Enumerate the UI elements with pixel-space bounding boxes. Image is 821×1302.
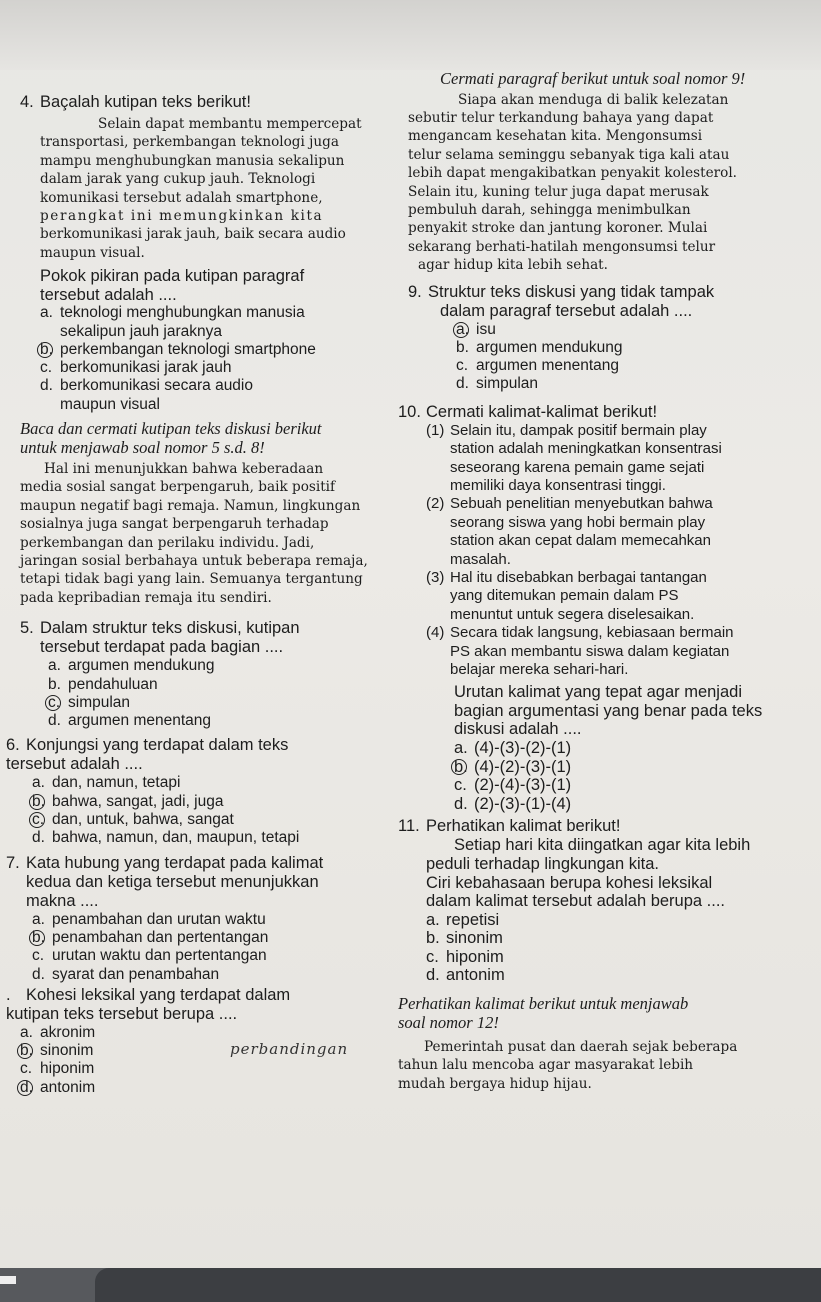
question-6 <box>6 736 396 774</box>
passage-line: Selain itu, kuning telur juga dapat merusak <box>408 183 709 200</box>
answer-circle-mark <box>29 930 45 946</box>
ask-line: dalam kalimat tersebut adalah berupa .... <box>426 892 726 911</box>
option-letter: c. <box>32 947 45 965</box>
ask-line: bagian argumentasi yang benar pada teks <box>454 701 763 720</box>
passage-line: agar hidup kita lebih sehat. <box>418 257 608 274</box>
option-letter: d. <box>426 966 440 985</box>
option-letter: c. <box>426 947 439 966</box>
stem-line: dalam paragraf tersebut adalah .... <box>440 301 693 320</box>
option-c[interactable] <box>454 776 798 795</box>
passage-line: tetapi tidak bagi yang lain. Semuanya tergantung <box>20 571 363 588</box>
ask-line: diskusi adalah .... <box>454 720 582 739</box>
option-text: antonim <box>40 1078 96 1096</box>
option-a[interactable] <box>426 911 798 930</box>
sentence-item: (4) Secara tidak langsung, kebiasaan bermain PS akan membantu siswa dalam kegiatan belajar mereka sehari-hari. <box>426 624 734 679</box>
option-text: berkomunikasi jarak jauh <box>60 359 232 377</box>
option-letter: a. <box>48 657 61 675</box>
passage-line: perangkat ini memungkinkan kita <box>40 208 324 225</box>
passage-line: perkembangan dan perilaku individu. Jadi, <box>20 534 315 551</box>
option-letter: a. <box>426 910 440 929</box>
passage-line: media sosial sangat berpengaruh, baik positif <box>20 479 336 496</box>
option-a[interactable] <box>32 911 396 929</box>
option-text: akronim <box>40 1023 96 1041</box>
option-text: argumen mendukung <box>476 338 623 356</box>
option-text: berkomunikasi secara audio maupun visual <box>60 377 253 413</box>
passage-line: transportasi, perkembangan teknologi juga <box>40 134 339 151</box>
options-q4 <box>20 304 396 414</box>
option-letter: b. <box>32 793 52 811</box>
option-letter: a. <box>32 910 45 928</box>
option-b[interactable] <box>32 929 396 947</box>
option-letter: a. <box>456 321 476 339</box>
answer-circle-mark <box>453 322 469 338</box>
option-letter: a. <box>32 774 45 792</box>
stem-line: tersebut adalah .... <box>6 755 143 774</box>
options-q8 <box>20 1024 396 1097</box>
option-text: teknologi menghubungkan manusia sekalipun jauh jaraknya <box>60 304 305 340</box>
options-q7 <box>20 911 396 984</box>
passage-line: maupun negatif bagi remaja. Namun, lingkungan <box>20 497 361 514</box>
option-letter: b. <box>20 1042 40 1060</box>
option-d[interactable] <box>426 966 798 985</box>
instruction-9: Cermati paragraf berikut untuk soal nomor 9! <box>440 69 746 88</box>
question-number: 7. <box>6 853 20 872</box>
option-letter: a. <box>40 304 53 322</box>
question-stem: Perhatikan kalimat berikut! <box>426 817 621 836</box>
right-column <box>398 70 798 1093</box>
stem-line: kedua dan ketiga tersebut menunjukkan <box>26 872 319 891</box>
left-column <box>6 93 396 1097</box>
option-letter: b. <box>426 929 440 948</box>
option-c[interactable] <box>32 811 396 829</box>
option-letter: a. <box>20 1023 33 1041</box>
option-letter: d. <box>32 829 45 847</box>
handwritten-note: perbandingan <box>230 1040 349 1058</box>
option-c[interactable] <box>48 694 396 712</box>
option-text: argumen mendukung <box>68 657 215 675</box>
option-b[interactable] <box>48 676 396 694</box>
stem-line: tersebut terdapat pada bagian .... <box>40 638 284 657</box>
option-letter: d. <box>454 794 468 813</box>
option-c[interactable] <box>456 357 798 375</box>
question-9 <box>398 283 798 321</box>
options-q9 <box>398 321 798 394</box>
stem-line: Konjungsi yang terdapat dalam teks <box>26 736 289 755</box>
option-text: syarat dan penambahan <box>52 965 220 983</box>
passage-line: pada kepribadian remaja itu sendiri. <box>20 589 272 606</box>
passage-line: sosialnya juga sangat berpengaruh terhadap <box>20 516 329 533</box>
option-d[interactable] <box>40 377 396 414</box>
instruction-line: Perhatikan kalimat berikut untuk menjawab <box>398 994 689 1014</box>
option-a[interactable] <box>48 657 396 675</box>
option-text: bahwa, sangat, jadi, juga <box>52 792 224 810</box>
passage-line: telur selama seminggu sebanyak tiga kali atau <box>408 146 730 163</box>
question-4 <box>20 93 396 112</box>
option-text: bahwa, namun, dan, maupun, tetapi <box>52 829 300 847</box>
options-q10 <box>398 739 798 813</box>
passage-line: jaringan sosial berbahaya untuk beberapa remaja, <box>20 553 368 570</box>
option-text: repetisi <box>446 910 500 929</box>
stem-line: Kohesi leksikal yang terdapat dalam <box>26 985 291 1004</box>
question-number: 4. <box>20 93 34 111</box>
option-text: (2)-(4)-(3)-(1) <box>474 776 572 795</box>
passage-line: Selain dapat membantu mempercepat <box>98 116 362 132</box>
sentence-item: (3) Hal itu disebabkan berbagai tantangan yang ditemukan pemain dalam PS menuntut untuk segera diselesaikan. <box>426 569 707 623</box>
option-d[interactable] <box>48 712 396 730</box>
option-c[interactable] <box>20 1060 396 1078</box>
ask-line: Ciri kebahasaan berupa kohesi leksikal <box>426 873 713 892</box>
page-footer-bar <box>0 1268 821 1302</box>
question-ask <box>20 267 396 304</box>
ask-line: Pokok pikiran pada kutipan paragraf <box>40 267 305 286</box>
question-stem: Cermati kalimat-kalimat berikut! <box>426 402 658 421</box>
passage-12 <box>398 1038 798 1093</box>
option-text: (4)-(2)-(3)-(1) <box>474 757 572 776</box>
sentence-line: Setiap hari kita diingatkan agar kita lebih <box>454 836 751 855</box>
passage-q4 <box>20 115 396 262</box>
option-text: antonim <box>446 966 505 985</box>
passage-5-8 <box>20 460 396 607</box>
answer-circle-mark <box>29 812 45 828</box>
question-number: 5. <box>20 619 34 638</box>
option-d[interactable] <box>32 966 396 984</box>
option-text: hiponim <box>446 947 504 966</box>
option-text: penambahan dan pertentangan <box>52 928 269 946</box>
passage-line: tahun lalu mencoba agar masyarakat lebih <box>398 1057 694 1074</box>
passage-line: penyakit stroke dan jantung koroner. Mulai <box>408 220 708 237</box>
footer-pill <box>95 1268 821 1302</box>
sentence-item: (2) Sebuah penelitian menyebutkan bahwa seorang siswa yang hobi bermain play station akan cepat dalam memecahkan masalah. <box>426 495 713 568</box>
option-letter: b. <box>40 341 60 359</box>
option-letter: c. <box>454 776 467 795</box>
option-text: isu <box>476 320 496 338</box>
instruction-line: soal nomor 12! <box>398 1012 499 1032</box>
option-letter: d. <box>456 375 469 393</box>
passage-line: maupun visual. <box>40 244 145 261</box>
option-text: simpulan <box>476 375 539 393</box>
option-a[interactable] <box>454 739 798 758</box>
passage-line: komunikasi tersebut adalah smartphone, <box>40 189 323 206</box>
q11-sentence <box>398 836 798 910</box>
sentence-line: peduli terhadap lingkungan kita. <box>426 854 660 873</box>
passage-9 <box>398 91 798 275</box>
option-letter: b. <box>454 758 474 777</box>
stem-line: makna .... <box>26 891 99 910</box>
option-b[interactable] <box>40 341 396 359</box>
option-letter: a. <box>454 738 468 757</box>
answer-circle-mark <box>451 759 467 775</box>
passage-line: Hal ini menunjukkan bahwa keberadaan <box>44 461 324 478</box>
ask-line: tersebut adalah .... <box>40 285 177 304</box>
q10-items <box>398 422 798 680</box>
option-text: argumen menentang <box>68 712 212 730</box>
passage-line: pembuluh darah, sehingga menimbulkan <box>408 201 691 218</box>
option-letter: c. <box>456 357 469 375</box>
option-c[interactable] <box>32 947 396 965</box>
instruction-line: untuk menjawab soal nomor 5 s.d. 8! <box>20 437 265 457</box>
option-letter: c. <box>32 811 52 829</box>
option-text: (2)-(3)-(1)-(4) <box>474 794 572 813</box>
q10-ask <box>398 683 798 739</box>
stem-line: Kata hubung yang terdapat pada kalimat <box>26 853 324 872</box>
option-b[interactable] <box>456 339 798 357</box>
answer-circle-mark <box>37 342 53 358</box>
stem-line: kutipan teks tersebut berupa .... <box>6 1004 238 1023</box>
sentence-item: (1) Selain itu, dampak positif bermain play station adalah meningkatkan konsentrasi seseorang karena pemain game sejati memiliki daya konsentrasi tinggi. <box>426 421 722 494</box>
instruction-5-8 <box>20 420 396 457</box>
passage-line: sekarang berhati-hatilah mengonsumsi telur <box>408 238 716 255</box>
option-a[interactable] <box>32 774 396 792</box>
option-letter: c. <box>40 359 53 377</box>
option-text: penambahan dan urutan waktu <box>52 910 266 928</box>
option-b[interactable] <box>32 793 396 811</box>
option-letter: d. <box>32 965 45 983</box>
passage-line: berkomunikasi jarak jauh, baik secara audio <box>40 226 346 243</box>
options-q6 <box>20 774 396 847</box>
passage-line: mampu menghubungkan manusia sekalipun <box>40 152 345 169</box>
option-d[interactable] <box>456 375 798 393</box>
instruction-12 <box>398 995 798 1032</box>
option-c[interactable] <box>40 359 396 377</box>
option-letter: d. <box>48 712 61 730</box>
footer-tab <box>0 1276 16 1284</box>
ask-line: Urutan kalimat yang tepat agar menjadi <box>454 683 742 702</box>
question-11 <box>398 817 798 836</box>
option-a[interactable] <box>456 321 798 339</box>
option-text: perkembangan teknologi smartphone <box>60 340 316 358</box>
stem-line: Dalam struktur teks diskusi, kutipan <box>40 619 300 638</box>
option-text: simpulan <box>68 693 131 711</box>
answer-circle-mark <box>45 695 61 711</box>
passage-line: mudah bergaya hidup hijau. <box>398 1075 592 1092</box>
option-d[interactable] <box>20 1079 396 1097</box>
instruction-line: Baca dan cermati kutipan teks diskusi berikut <box>20 419 322 439</box>
option-a[interactable] <box>40 304 396 341</box>
option-b[interactable] <box>426 929 798 948</box>
question-5 <box>20 619 396 657</box>
option-text: pendahuluan <box>68 675 158 693</box>
option-letter: c. <box>20 1060 33 1078</box>
passage-line: Siapa akan menduga di balik kelezatan <box>458 91 729 108</box>
passage-line: lebih dapat mengakibatkan penyakit kolesterol. <box>408 165 737 182</box>
option-text: argumen menentang <box>476 357 620 375</box>
question-number: 6. <box>6 736 20 755</box>
option-text: sinonim <box>40 1042 94 1060</box>
answer-circle-mark <box>17 1080 33 1096</box>
option-c[interactable] <box>426 948 798 967</box>
option-d[interactable] <box>32 829 396 847</box>
answer-circle-mark <box>29 794 45 810</box>
option-letter: b. <box>456 338 469 356</box>
option-letter: d. <box>40 377 53 395</box>
passage-line: dalam jarak yang cukup jauh. Teknologi <box>40 171 316 188</box>
options-q11 <box>398 911 798 985</box>
question-8 <box>6 986 396 1024</box>
question-number: 11. <box>398 817 420 836</box>
option-letter: b. <box>32 929 52 947</box>
option-d[interactable] <box>454 795 798 814</box>
question-number: 10. <box>398 402 421 421</box>
option-letter: c. <box>48 694 68 712</box>
question-number: 9. <box>408 282 422 301</box>
option-text: dan, namun, tetapi <box>52 774 181 792</box>
question-number: . <box>6 985 11 1004</box>
stem-line: Struktur teks diskusi yang tidak tampak <box>428 282 715 301</box>
options-q5 <box>20 657 396 730</box>
option-b[interactable] <box>454 758 798 777</box>
option-text: dan, untuk, bahwa, sangat <box>52 811 234 829</box>
question-10 <box>398 403 798 422</box>
option-text: (4)-(3)-(2)-(1) <box>474 738 572 757</box>
option-letter: d. <box>20 1079 40 1097</box>
page-shadow <box>0 0 821 70</box>
option-text: hiponim <box>40 1060 95 1078</box>
option-text: urutan waktu dan pertentangan <box>52 947 267 965</box>
passage-line: sebutir telur terkandung bahaya yang dapat <box>408 109 714 126</box>
option-letter: b. <box>48 675 61 693</box>
option-text: sinonim <box>446 929 503 948</box>
passage-line: mengancam kesehatan kita. Mengonsumsi <box>408 128 703 145</box>
passage-line: Pemerintah pusat dan daerah sejak beberapa <box>424 1039 738 1056</box>
question-7 <box>6 854 396 911</box>
question-stem: Baçalah kutipan teks berikut! <box>40 93 251 111</box>
